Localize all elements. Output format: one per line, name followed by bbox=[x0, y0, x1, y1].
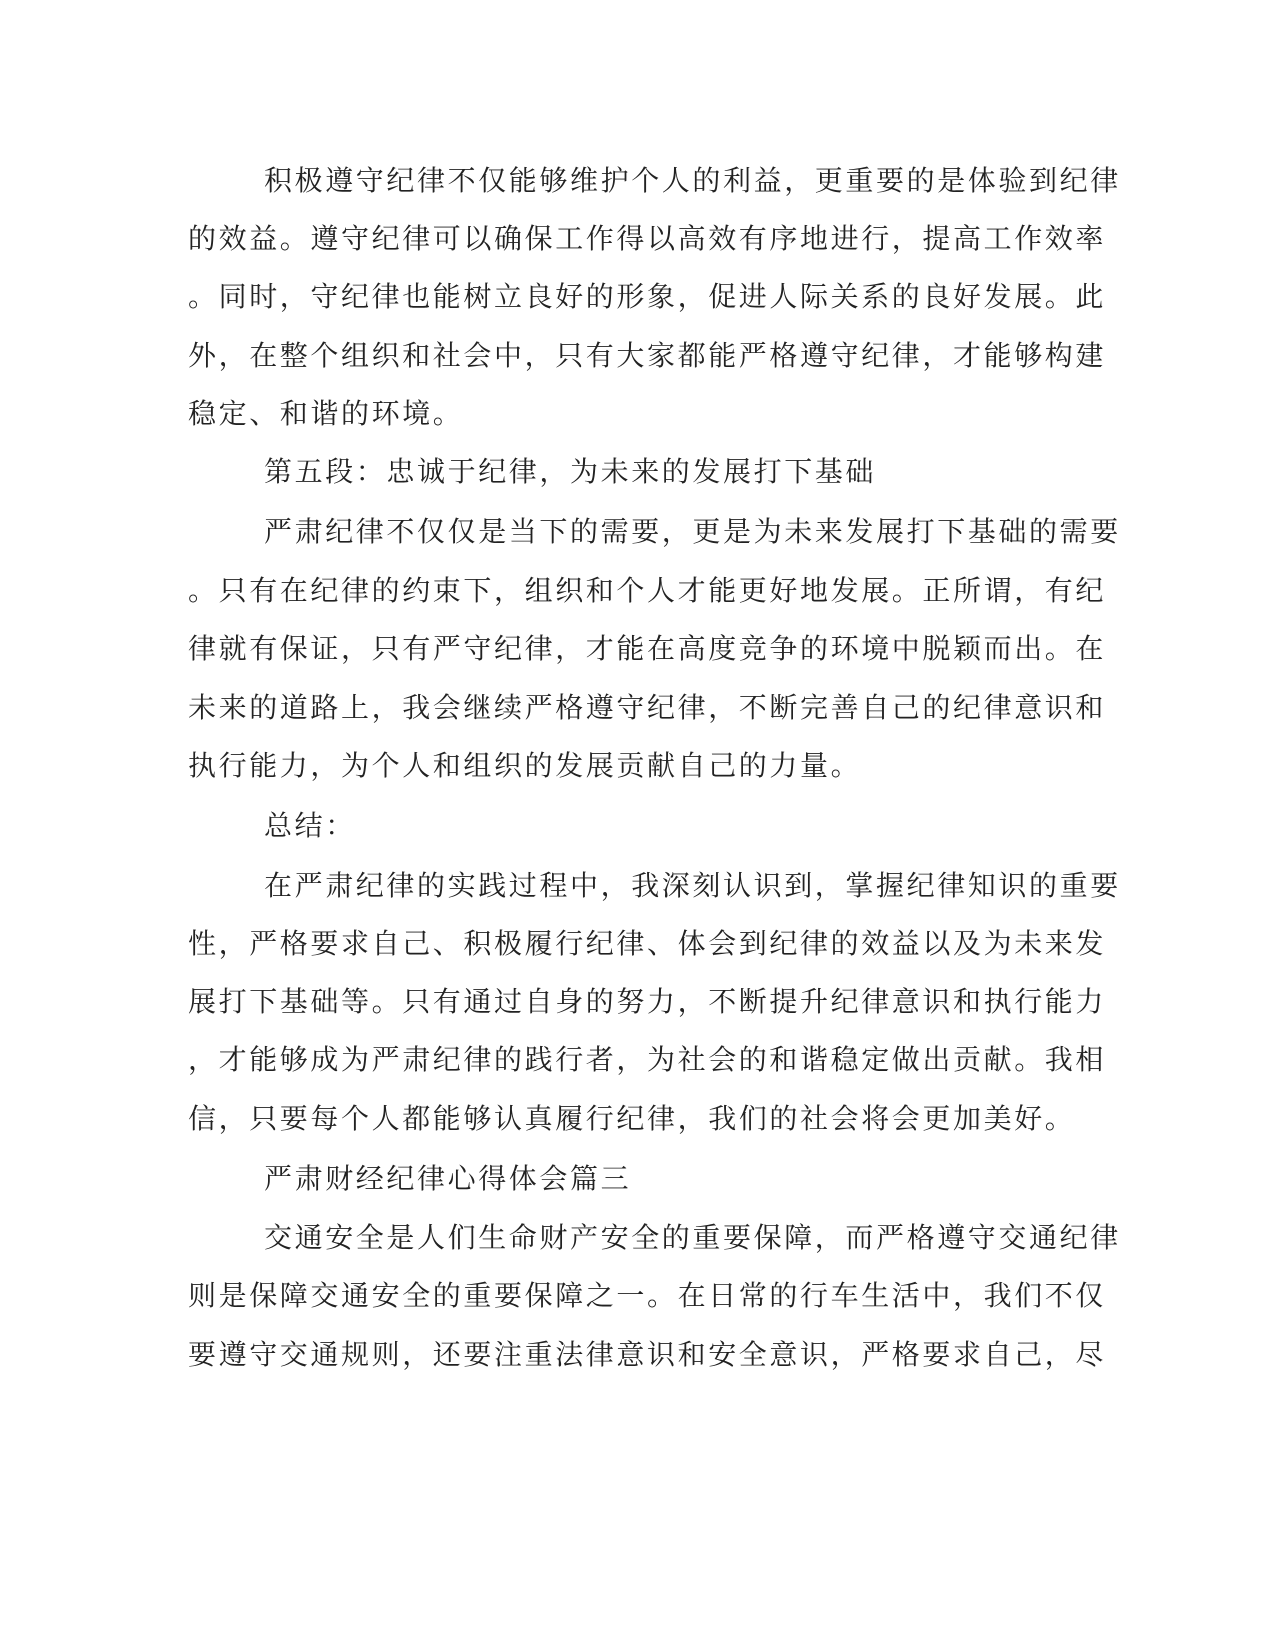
text-line: 性，严格要求自己、积极履行纪律、体会到纪律的效益以及为未来发 bbox=[188, 927, 1107, 960]
section-heading: 总结： bbox=[264, 809, 356, 842]
text-line: 执行能力，为个人和组织的发展贡献自己的力量。 bbox=[188, 749, 862, 782]
text-line: 的效益。遵守纪律可以确保工作得以高效有序地进行，提高工作效率 bbox=[188, 222, 1107, 255]
text-line: 。同时，守纪律也能树立良好的形象，促进人际关系的良好发展。此 bbox=[188, 280, 1107, 313]
text-line: 外，在整个组织和社会中，只有大家都能严格遵守纪律，才能够构建 bbox=[188, 339, 1107, 372]
section-heading: 严肃财经纪律心得体会篇三 bbox=[264, 1162, 632, 1195]
text-line: 积极遵守纪律不仅能够维护个人的利益，更重要的是体验到纪律 bbox=[264, 164, 1121, 197]
text-line: 严肃纪律不仅仅是当下的需要，更是为未来发展打下基础的需要 bbox=[264, 515, 1121, 548]
text-line: 展打下基础等。只有通过自身的努力，不断提升纪律意识和执行能力 bbox=[188, 985, 1107, 1018]
text-line: 稳定、和谐的环境。 bbox=[188, 397, 464, 430]
text-line: ，才能够成为严肃纪律的践行者，为社会的和谐稳定做出贡献。我相 bbox=[188, 1043, 1107, 1076]
text-line: 。只有在纪律的约束下，组织和个人才能更好地发展。正所谓，有纪 bbox=[188, 574, 1107, 607]
text-line: 信，只要每个人都能够认真履行纪律，我们的社会将会更加美好。 bbox=[188, 1102, 1076, 1135]
text-line: 未来的道路上，我会继续严格遵守纪律，不断完善自己的纪律意识和 bbox=[188, 691, 1107, 724]
text-line: 在严肃纪律的实践过程中，我深刻认识到，掌握纪律知识的重要 bbox=[264, 869, 1121, 902]
text-line: 交通安全是人们生命财产安全的重要保障，而严格遵守交通纪律 bbox=[264, 1221, 1121, 1254]
text-line: 律就有保证，只有严守纪律，才能在高度竞争的环境中脱颖而出。在 bbox=[188, 632, 1107, 665]
text-line: 则是保障交通安全的重要保障之一。在日常的行车生活中，我们不仅 bbox=[188, 1279, 1107, 1312]
section-heading: 第五段：忠诚于纪律，为未来的发展打下基础 bbox=[264, 455, 877, 488]
text-line: 要遵守交通规则，还要注重法律意识和安全意识，严格要求自己，尽 bbox=[188, 1338, 1107, 1371]
